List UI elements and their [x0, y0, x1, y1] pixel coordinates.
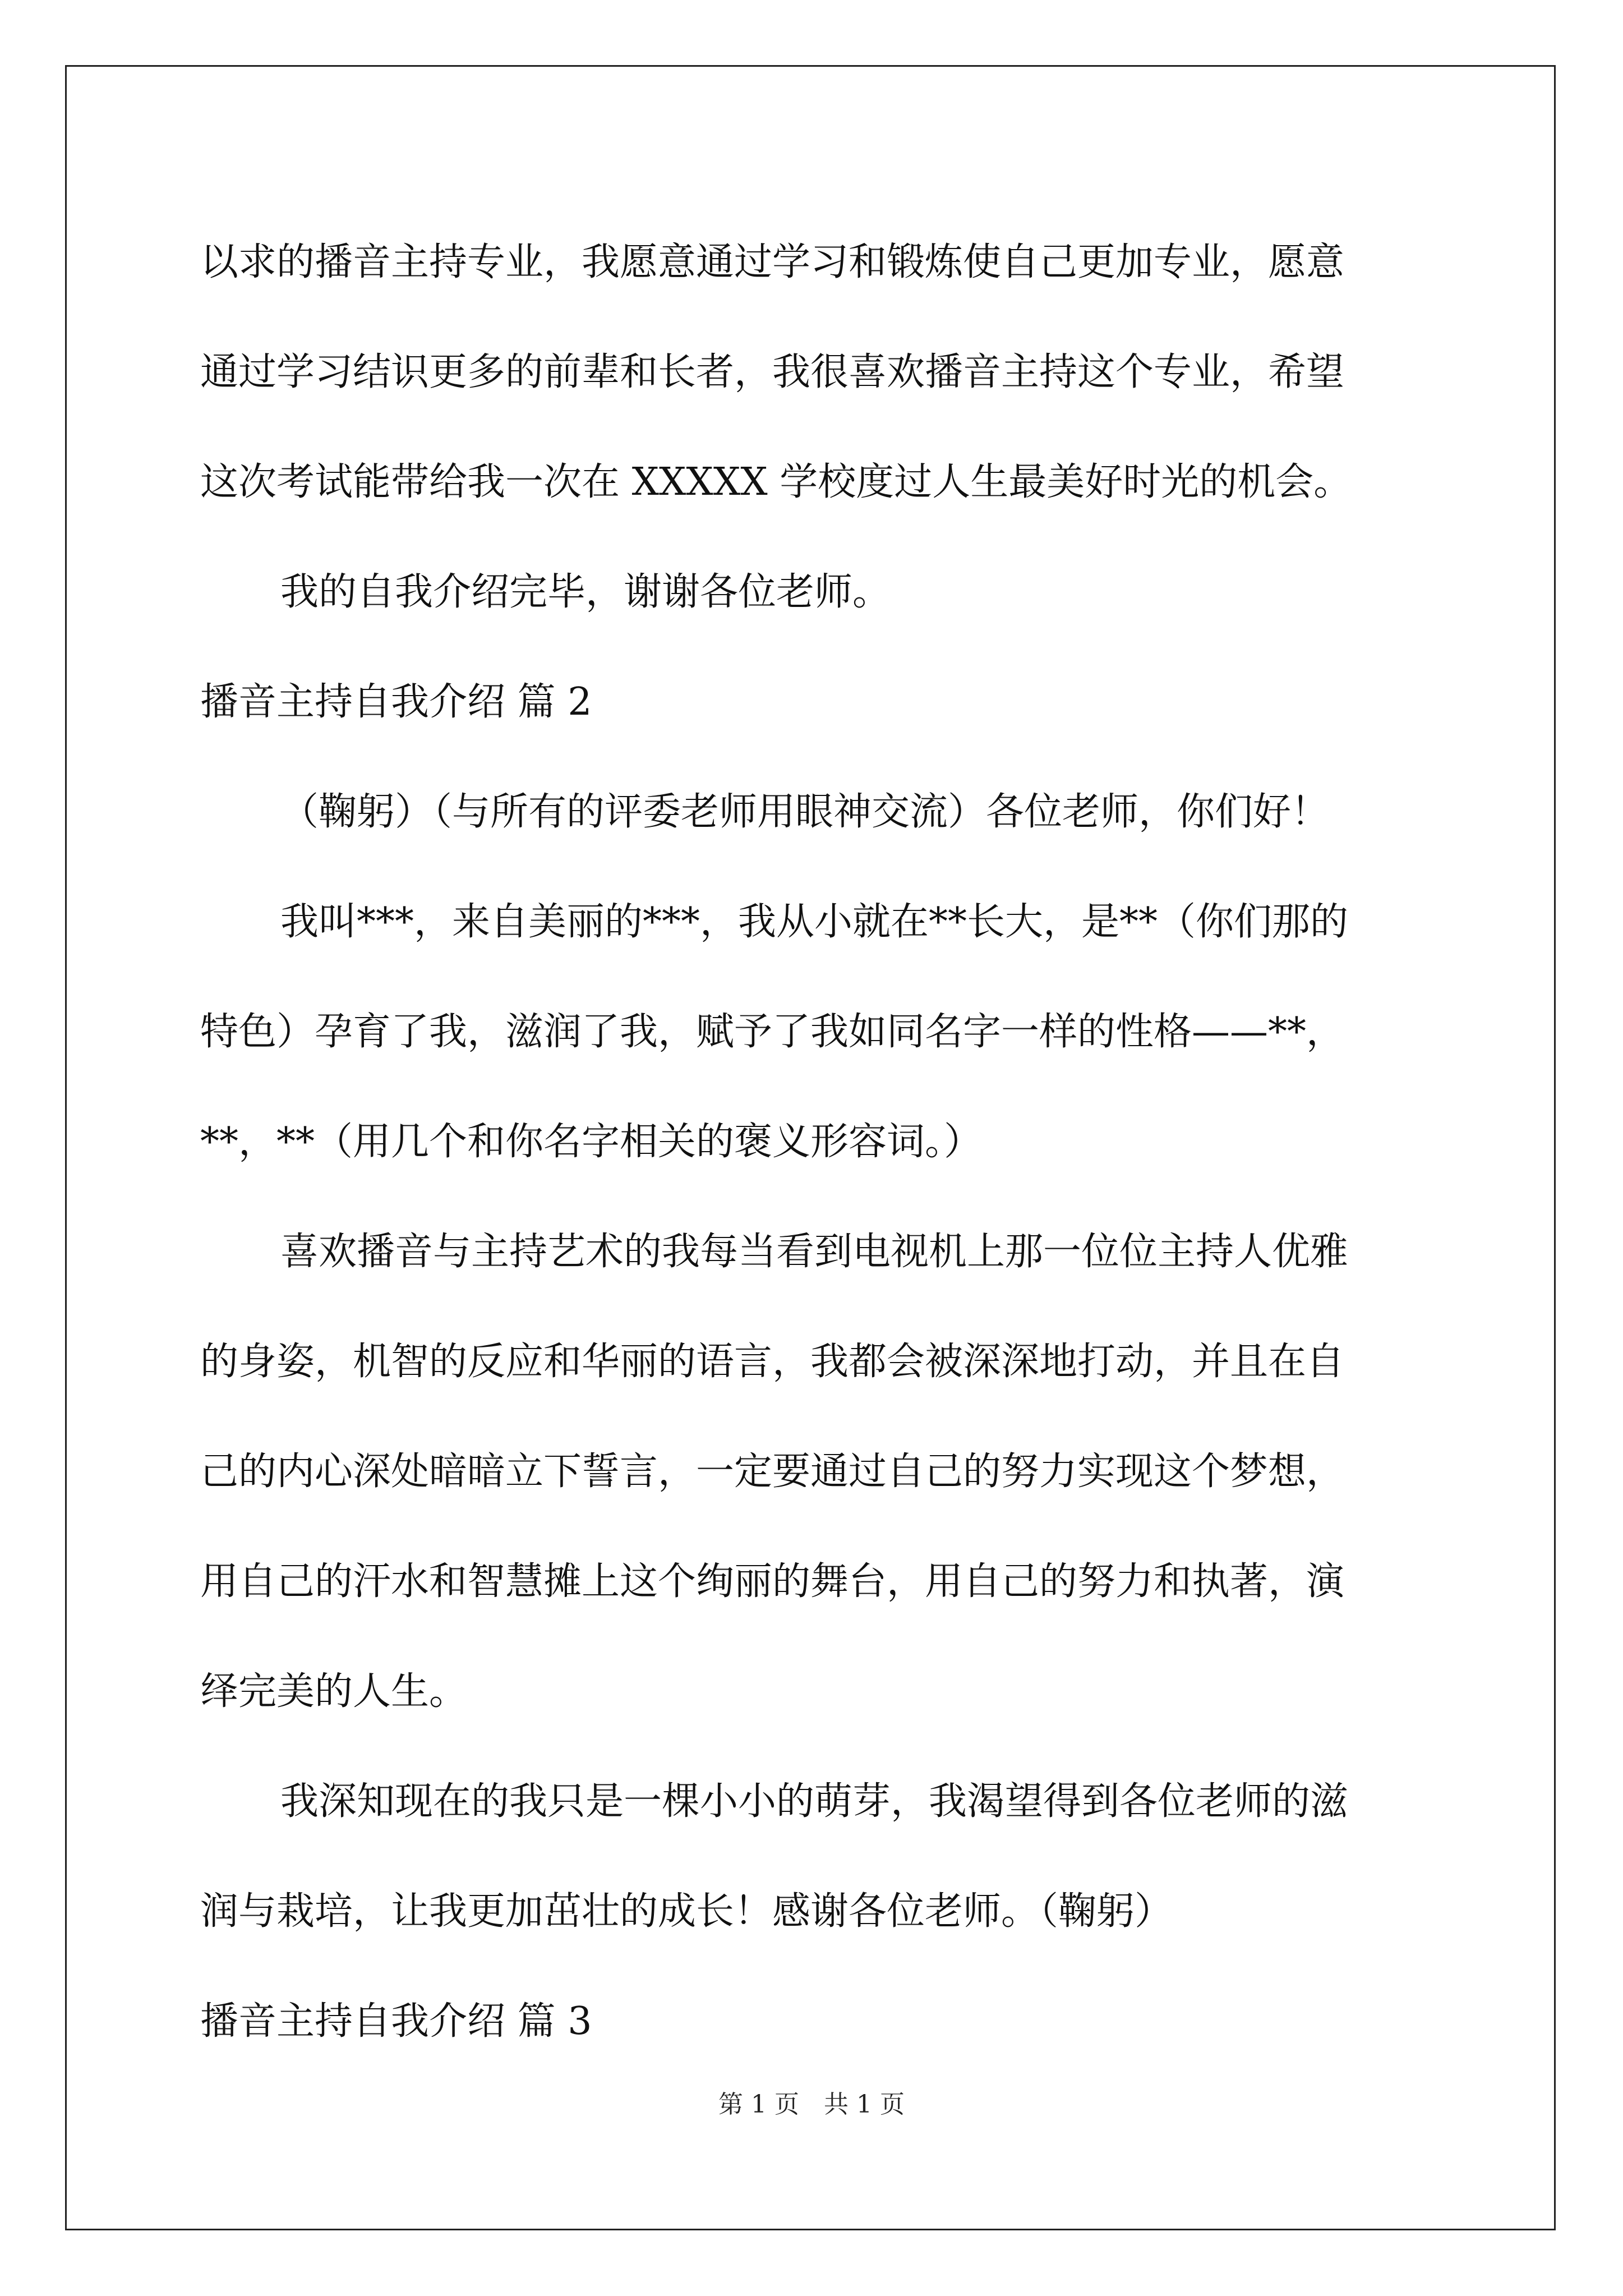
body-line: 绎完美的人生。	[200, 1669, 468, 1714]
body-line: **，**（用几个和你名字相关的褒义形容词。）	[200, 1120, 983, 1164]
body-line: 己的内心深处暗暗立下誓言，一定要通过自己的努力实现这个梦想，	[200, 1450, 1345, 1494]
body-line: 用自己的汗水和智慧摊上这个绚丽的舞台，用自己的努力和执著，演	[200, 1559, 1345, 1604]
body-line: 的身姿，机智的反应和华丽的语言，我都会被深深地打动，并且在自	[200, 1340, 1345, 1384]
body-line: 我深知现在的我只是一棵小小的萌芽，我渴望得到各位老师的滋	[280, 1779, 1349, 1824]
body-line: 我叫***，来自美丽的***，我从小就在**长大，是**（你们那的	[280, 900, 1349, 944]
body-line: （鞠躬）（与所有的评委老师用眼神交流）各位老师，你们好！	[280, 790, 1330, 834]
body-line: 特色）孕育了我，滋润了我，赋予了我如同名字一样的性格——**，	[200, 1010, 1345, 1054]
page-footer: 第 1 页 共 1 页	[718, 2090, 905, 2119]
body-line: 我的自我介绍完毕，谢谢各位老师。	[280, 570, 891, 614]
body-line: 喜欢播音与主持艺术的我每当看到电视机上那一位位主持人优雅	[280, 1230, 1349, 1274]
document-body	[200, 208, 1428, 2077]
body-line: 以求的播音主持专业，我愿意通过学习和锻炼使自己更加专业，愿意	[200, 240, 1345, 284]
body-line: 通过学习结识更多的前辈和长者，我很喜欢播音主持这个专业，希望	[200, 350, 1345, 394]
section-heading: 播音主持自我介绍 篇 3	[200, 1999, 592, 2044]
section-heading: 播音主持自我介绍 篇 2	[200, 680, 592, 724]
body-line: 润与栽培，让我更加茁壮的成长！感谢各位老师。（鞠躬）	[200, 1889, 1173, 1934]
body-line: 这次考试能带给我一次在 XXXXX 学校度过人生最美好时光的机会。	[200, 460, 1352, 504]
